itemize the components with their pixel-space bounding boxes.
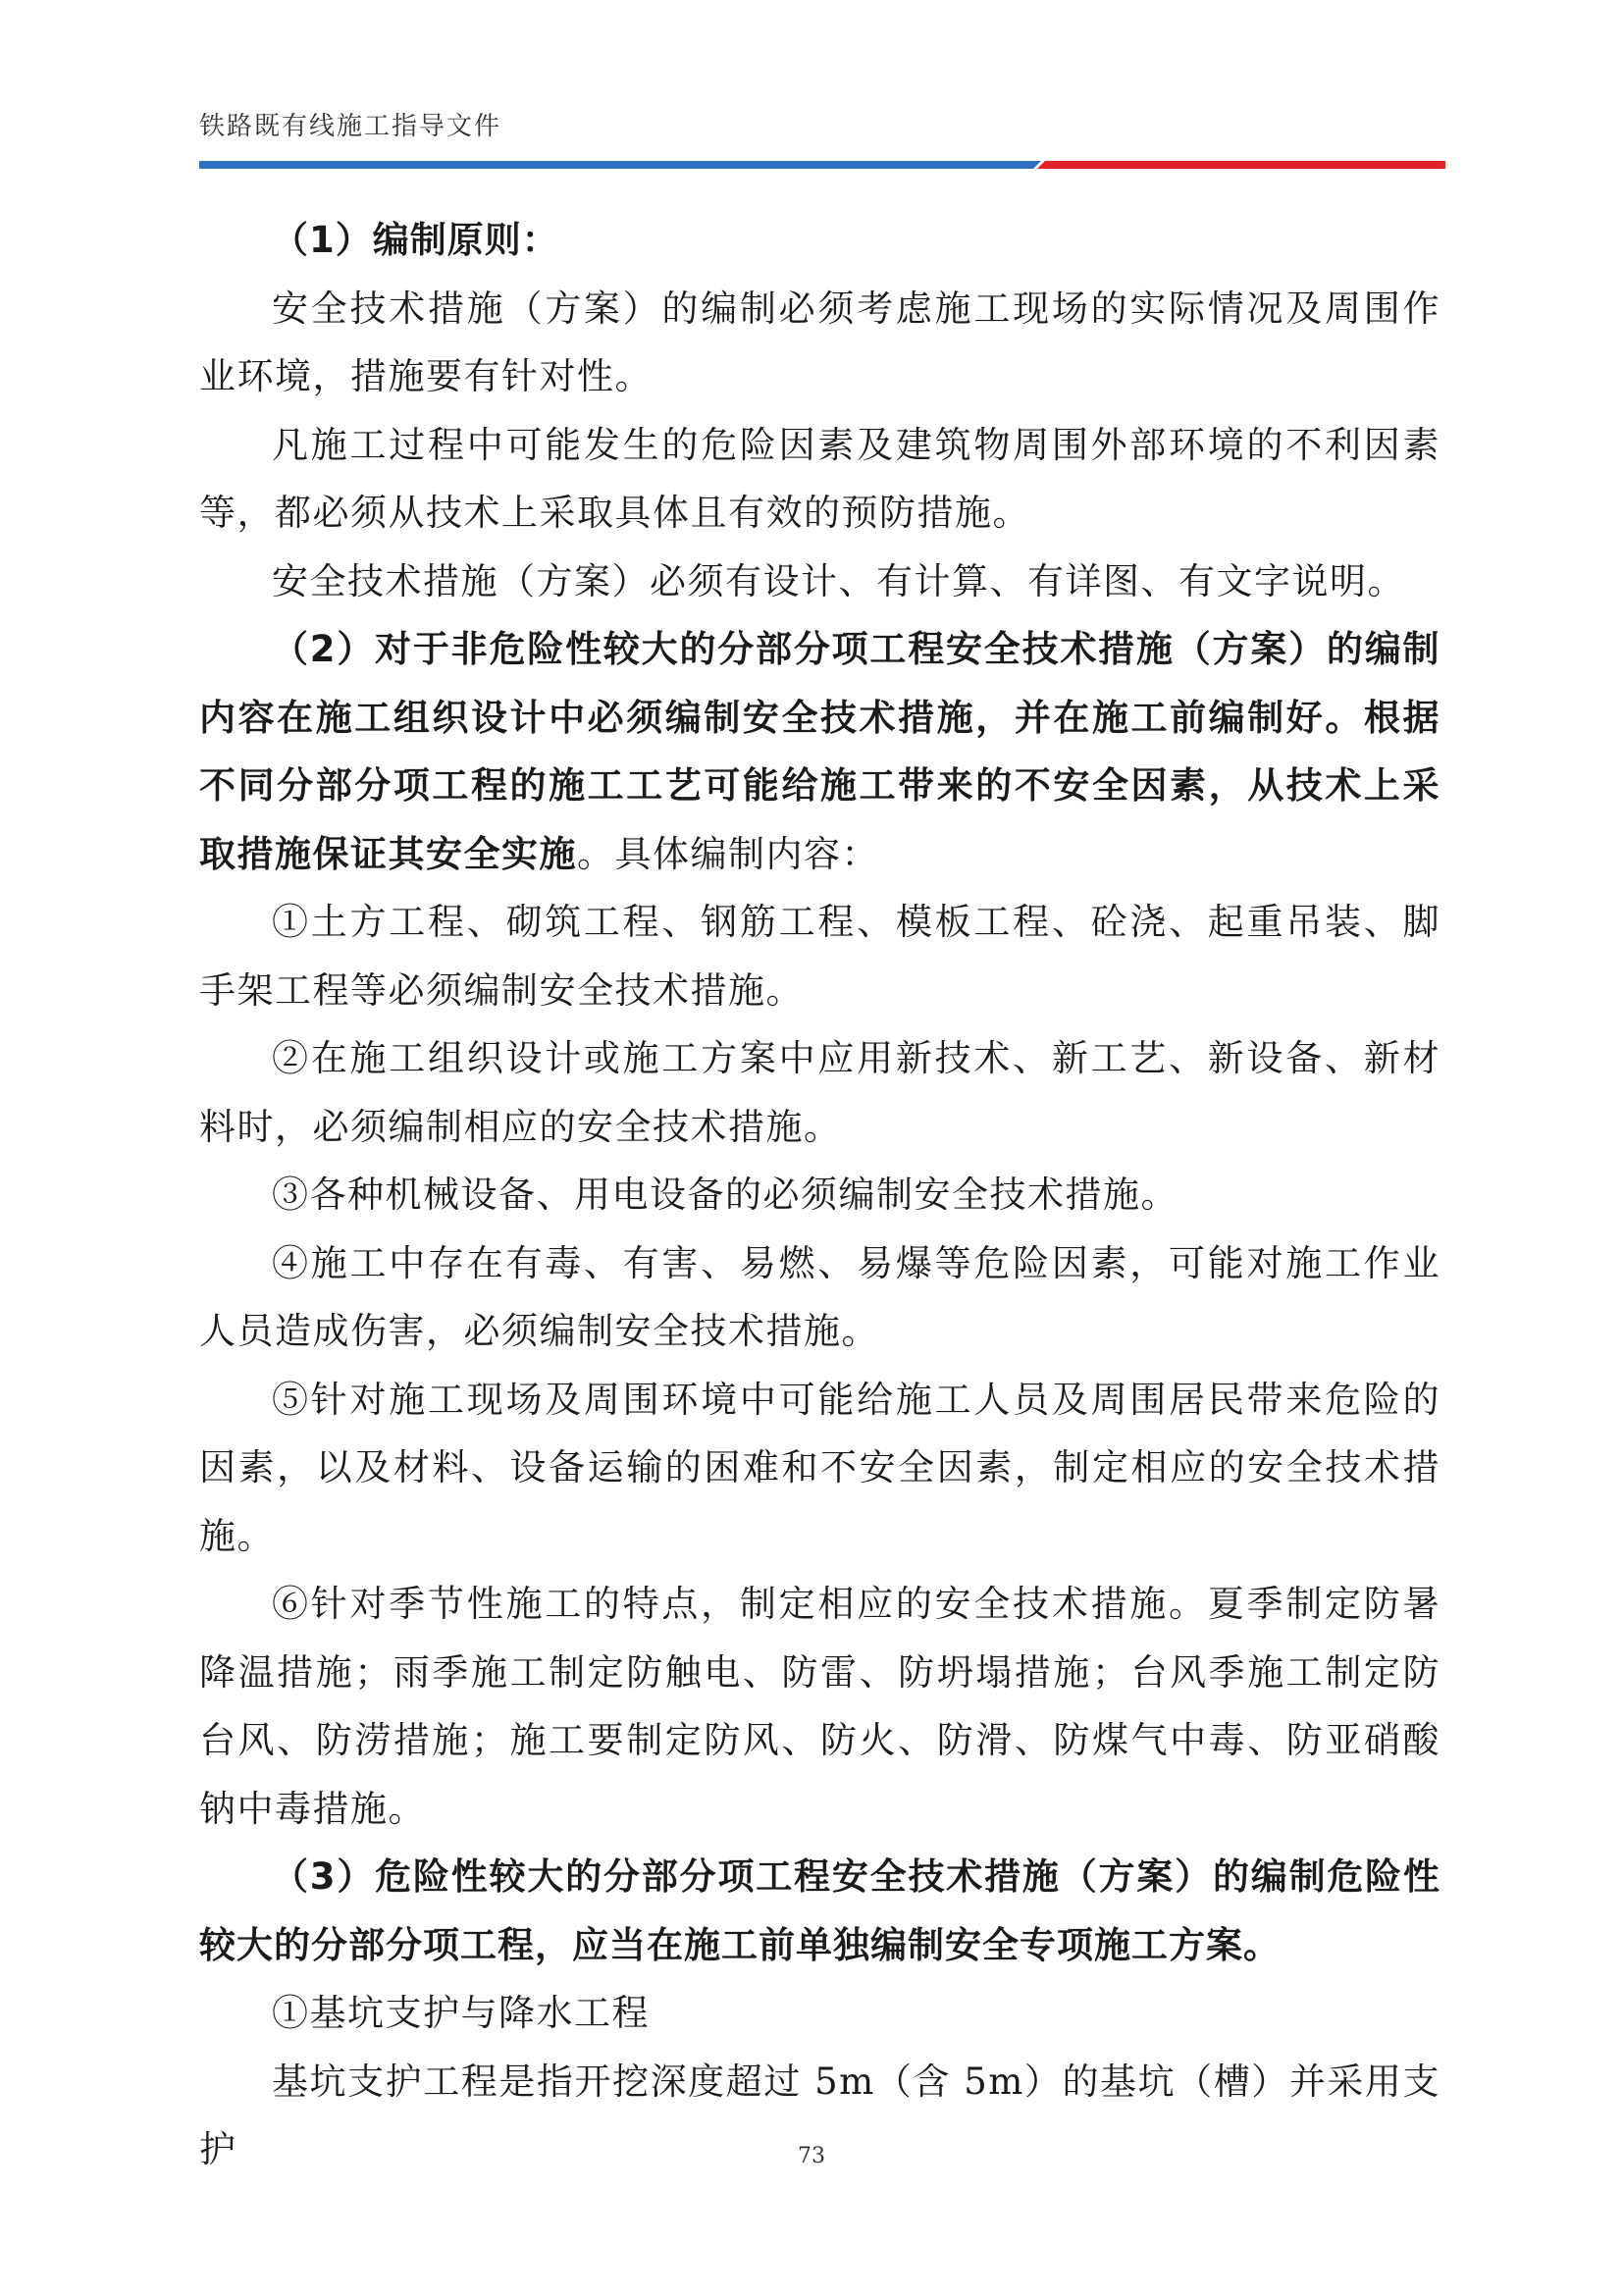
list-item-1: ①土方工程、砌筑工程、钢筋工程、模板工程、砼浇、起重吊装、脚手架工程等必须编制安全技术措施。 [199,901,1440,1012]
header-rule-blue [199,161,1041,169]
header-rule-red [1037,161,1445,169]
section-heading-3: （3）危险性较大的分部分项工程安全技术措施（方案）的编制危险性较大的分部分项工程，应当在施工前单独编制安全专项施工方案。 [199,1855,1440,1966]
list-item-4: ④施工中存在有毒、有害、易燃、易爆等危险因素，可能对施工作业人员造成伤害，必须编制安全技术措施。 [199,1241,1440,1352]
paragraph: 安全技术措施（方案）的编制必须考虑施工现场的实际情况及周围作业环境，措施要有针对性。 [199,287,1440,397]
list-item-6: ⑥针对季节性施工的特点，制定相应的安全技术措施。夏季制定防暑降温措施；雨季施工制定防触电、防雷、防坍塌措施；台风季施工制定防台风、防涝措施；施工要制定防风、防火、防滑、防煤气中毒、防亚硝酸钠中毒措施。 [199,1583,1440,1830]
page-number: 73 [798,2144,825,2168]
section-heading-1: （1）编制原则： [272,219,559,261]
section-heading-2-bold: （2）对于非危险性较大的分部分项工程安全技术措施（方案）的编制内容在施工组织设计中必须编制安全技术措施，并在施工前编制好。根据不同分部分项工程的施工工艺可能给施工带来的不安全因素，从技术上采取措施保证其安全实施 [199,628,1440,875]
sub-heading: ①基坑支护与降水工程 [272,1992,650,2034]
paragraph: 安全技术措施（方案）必须有设计、有计算、有详图、有文字说明。 [272,559,1405,602]
document-header-title: 铁路既有线施工指导文件 [199,112,502,141]
document-body [199,206,1440,2184]
header-rule [199,161,1445,169]
list-item-5: ⑤针对施工现场及周围环境中可能给施工人员及周围居民带来危险的因素，以及材料、设备运输的困难和不安全因素，制定相应的安全技术措施。 [199,1378,1440,1557]
section-heading-2 [199,615,1440,888]
paragraph: 基坑支护工程是指开挖深度超过 5m（含 5m）的基坑（槽）并采用支护 [199,2060,1440,2170]
list-item-2: ②在施工组织设计或施工方案中应用新技术、新工艺、新设备、新材料时，必须编制相应的安全技术措施。 [199,1037,1440,1148]
paragraph: 凡施工过程中可能发生的危险因素及建筑物周围外部环境的不利因素等，都必须从技术上采取具体且有效的预防措施。 [199,423,1440,534]
section-heading-2-rest: 。具体编制内容： [577,832,879,875]
list-item-3: ③各种机械设备、用电设备的必须编制安全技术措施。 [272,1174,1178,1216]
